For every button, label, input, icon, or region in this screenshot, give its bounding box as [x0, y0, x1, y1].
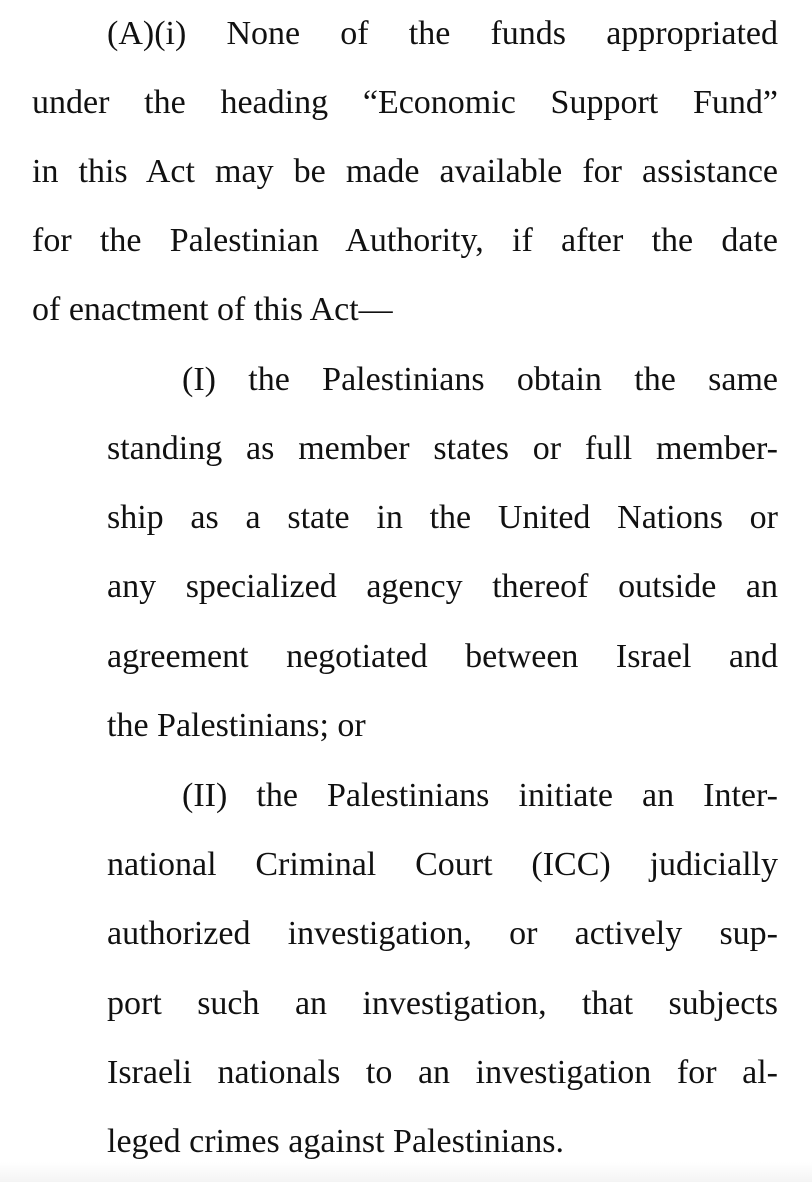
paragraph-line: for the Palestinian Authority, if after the date: [32, 222, 778, 259]
paragraph-line: under the heading “Economic Support Fund”: [32, 84, 778, 121]
paragraph-line: authorized investigation, or actively sup-: [107, 915, 778, 952]
paragraph-line: (I) the Palestinians obtain the same: [182, 361, 778, 398]
paragraph-line: of enactment of this Act—: [32, 291, 393, 328]
paragraph-line: agreement negotiated between Israel and: [107, 638, 778, 675]
paragraph-line: in this Act may be made available for assistance: [32, 153, 778, 190]
paragraph-line: (II) the Palestinians initiate an Inter-: [182, 777, 778, 814]
paragraph-line: port such an investigation, that subjects: [107, 985, 778, 1022]
paragraph-line: ship as a state in the United Nations or: [107, 499, 778, 536]
paragraph-line: national Criminal Court (ICC) judicially: [107, 846, 778, 883]
paragraph-line: Israeli nationals to an investigation for al-: [107, 1054, 778, 1091]
paragraph-line: standing as member states or full member-: [107, 430, 778, 467]
paragraph-line: leged crimes against Palestinians.: [107, 1123, 564, 1160]
paragraph-line: the Palestinians; or: [107, 707, 366, 744]
paragraph-line: any specialized agency thereof outside an: [107, 568, 778, 605]
paragraph-line: (A)(i) None of the funds appropriated: [107, 15, 778, 52]
page-bottom-edge: [0, 1162, 812, 1182]
